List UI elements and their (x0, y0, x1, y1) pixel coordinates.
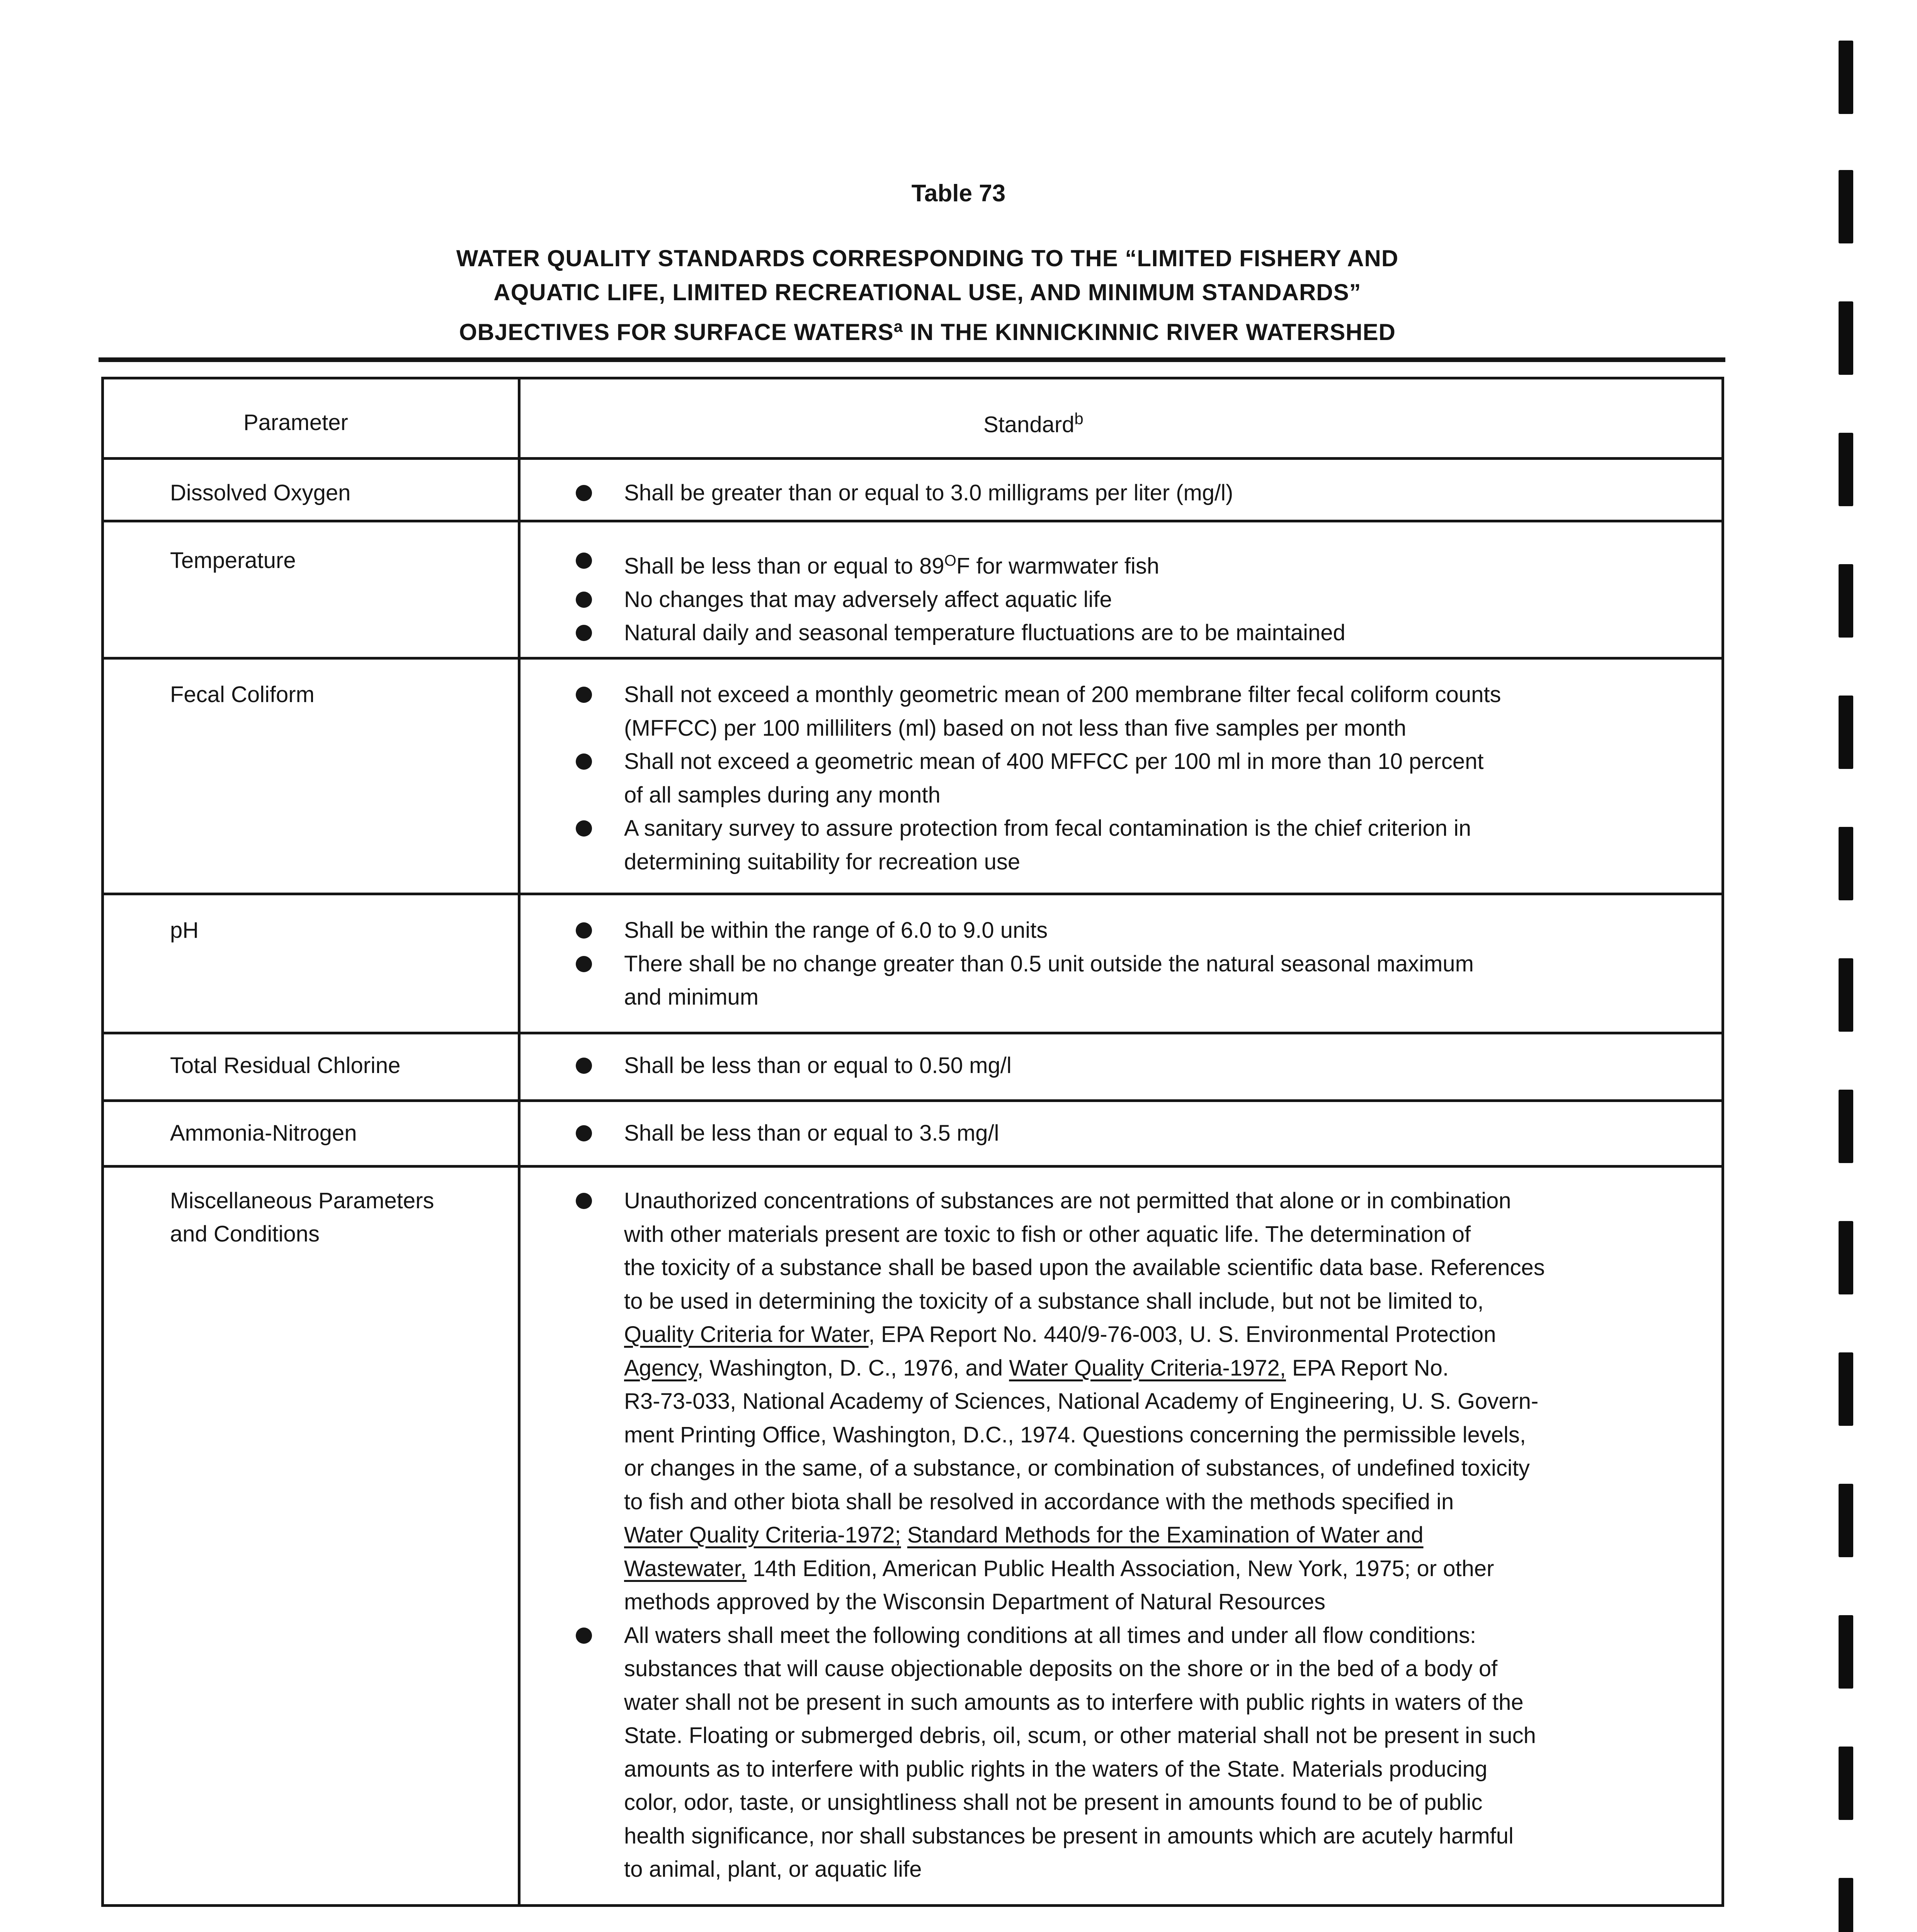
registration-mark (1839, 1615, 1853, 1689)
registration-mark (1839, 1878, 1853, 1932)
table-title (348, 242, 1507, 349)
footnote-marker-a: a (893, 317, 903, 335)
reference-title: Standard Methods for the Examination of Water and (907, 1522, 1424, 1548)
title-line-3: OBJECTIVES FOR SURFACE WATERS$^a$ IN THE KINNICKINNIC RIVER WATERSHED (459, 317, 1396, 345)
registration-mark (1839, 958, 1853, 1032)
title-rule (99, 357, 1725, 362)
standard-item: Shall be greater than or equal to 3.0 milligrams per liter (mg/l) (576, 476, 1696, 510)
bullet-icon (576, 1125, 592, 1141)
row-divider (101, 1165, 1724, 1168)
parameter-ammonia-nitrogen: Ammonia-Nitrogen (170, 1121, 357, 1146)
registration-mark (1839, 1484, 1853, 1557)
registration-mark (1839, 1221, 1853, 1294)
header-parameter: Parameter (243, 410, 348, 435)
registration-mark (1839, 696, 1853, 769)
standards-ph (576, 914, 1696, 1014)
reference-title: Quality Criteria for Water (624, 1322, 869, 1347)
registration-mark (1839, 827, 1853, 900)
row-divider (101, 1099, 1724, 1102)
bullet-icon (576, 592, 592, 608)
bullet-icon (576, 753, 592, 770)
bullet-icon (576, 1058, 592, 1074)
table-number: Table 73 (911, 180, 1006, 207)
footnote-marker-b: b (1074, 410, 1084, 428)
row-divider (101, 893, 1724, 895)
reference-title: Water Quality Criteria-1972, (1009, 1355, 1286, 1381)
standard-item: Shall not exceed a monthly geometric mean of 200 membrane filter fecal coliform counts (MFFCC) per 100 milliliters (ml) based on not less than five samples per month (576, 678, 1696, 745)
standards-fecal-coliform (576, 678, 1696, 879)
standards-temperature (576, 544, 1696, 650)
row-divider (101, 1032, 1724, 1034)
parameter-fecal-coliform: Fecal Coliform (170, 682, 315, 707)
bullet-icon (576, 820, 592, 837)
standard-item: No changes that may adversely affect aquatic life (576, 583, 1696, 617)
parameter-miscellaneous: Miscellaneous Parameters and Conditions (170, 1188, 434, 1247)
standard-item: Shall be less than or equal to 3.5 mg/l (576, 1117, 1696, 1150)
bullet-icon (576, 553, 592, 569)
title-line-2: AQUATIC LIFE, LIMITED RECREATIONAL USE, AND MINIMUM STANDARDS” (493, 279, 1361, 305)
registration-mark (1839, 1090, 1853, 1163)
bullet-icon (576, 1628, 592, 1644)
registration-mark (1839, 1352, 1853, 1426)
header-standard: Standard$^b$ (983, 410, 1084, 437)
parameter-total-residual-chlorine: Total Residual Chlorine (170, 1053, 401, 1078)
registration-mark (1839, 41, 1853, 114)
column-divider (518, 377, 520, 1907)
standard-item: All waters shall meet the following conditions at all times and under all flow conditions: substances that will cause objectionable deposits on the shore or in the bed of a body of water shall not be present in such amounts as to interfere with public rights in waters of the State. Floating or submerged debris, oil, scum, or other material shall not be present in such amounts as to interfere with public rights in the waters of the State. Materials producing color, odor, taste, or unsightliness shall not be present in amounts found to be of public health significance, nor shall substances be present in amounts which are acutely harmful to animal, plant, or aquatic life (576, 1619, 1696, 1886)
standard-item: Natural daily and seasonal temperature fluctuations are to be maintained (576, 616, 1696, 650)
reference-title: Water Quality Criteria-1972; (624, 1522, 901, 1548)
bullet-icon (576, 625, 592, 641)
bullet-icon (576, 485, 592, 501)
standard-item: Shall be less than or equal to 0.50 mg/l (576, 1049, 1696, 1083)
standard-item: Shall be within the range of 6.0 to 9.0 units (576, 914, 1696, 947)
registration-mark (1839, 1747, 1853, 1820)
registration-mark (1839, 301, 1853, 375)
row-divider (101, 657, 1724, 660)
parameter-ph: pH (170, 918, 199, 943)
registration-mark (1839, 170, 1853, 243)
standards-ammonia-nitrogen (576, 1117, 1696, 1150)
title-line-1: WATER QUALITY STANDARDS CORRESPONDING TO THE “LIMITED FISHERY AND (456, 245, 1399, 271)
row-divider (101, 520, 1724, 522)
registration-mark (1839, 564, 1853, 638)
registration-mark (1839, 433, 1853, 506)
standard-item: There shall be no change greater than 0.5 unit outside the natural seasonal maximum and minimum (576, 947, 1696, 1014)
bullet-icon (576, 922, 592, 939)
bullet-icon (576, 1193, 592, 1209)
row-divider (101, 457, 1724, 460)
standards-miscellaneous (576, 1184, 1696, 1886)
standard-item: Shall not exceed a geometric mean of 400 MFFCC per 100 ml in more than 10 percent of all samples during any month (576, 745, 1696, 812)
standard-item: A sanitary survey to assure protection from fecal contamination is the chief criterion in determining suitability for recreation use (576, 812, 1696, 879)
parameter-dissolved-oxygen: Dissolved Oxygen (170, 480, 351, 505)
bullet-icon (576, 956, 592, 972)
standards-total-residual-chlorine (576, 1049, 1696, 1083)
standard-item: Shall be less than or equal to $89^OF$ for warmwater fish (576, 544, 1696, 583)
bullet-icon (576, 687, 592, 703)
standard-item: Unauthorized concentrations of substances are not permitted that alone or in combination with other materials present are toxic to fish or other aquatic life. The determination of the toxicity of a substance shall be based upon the available scientific data base. References to be used in determining the toxicity of a substance shall include, but not be limited to, Quality Criteria for Water, EPA Report No. 440/9-76-003, U. S. Environmental Protection Agency, Washington, D. C., 1976, and Water Quality Criteria-1972, EPA Report No. R3-73-033, National Academy of Sciences, National Academy of Engineering, U. S. Govern- ment Printing Office, Washington, D.C., 1974. Questions concerning the permissible levels, or changes in the same, of a substance, or combination of substances, of undefined toxicity to fish and other biota shall be resolved in accordance with the methods specified in Water Quality Criteria-1972; Standard Methods for the Examination of Water and Wastewater, 14th Edition, American Public Health Association, New York, 1975; or other methods approved by the Wisconsin Department of Natural Resources (576, 1184, 1696, 1619)
standards-dissolved-oxygen (576, 476, 1696, 510)
parameter-temperature: Temperature (170, 548, 296, 573)
